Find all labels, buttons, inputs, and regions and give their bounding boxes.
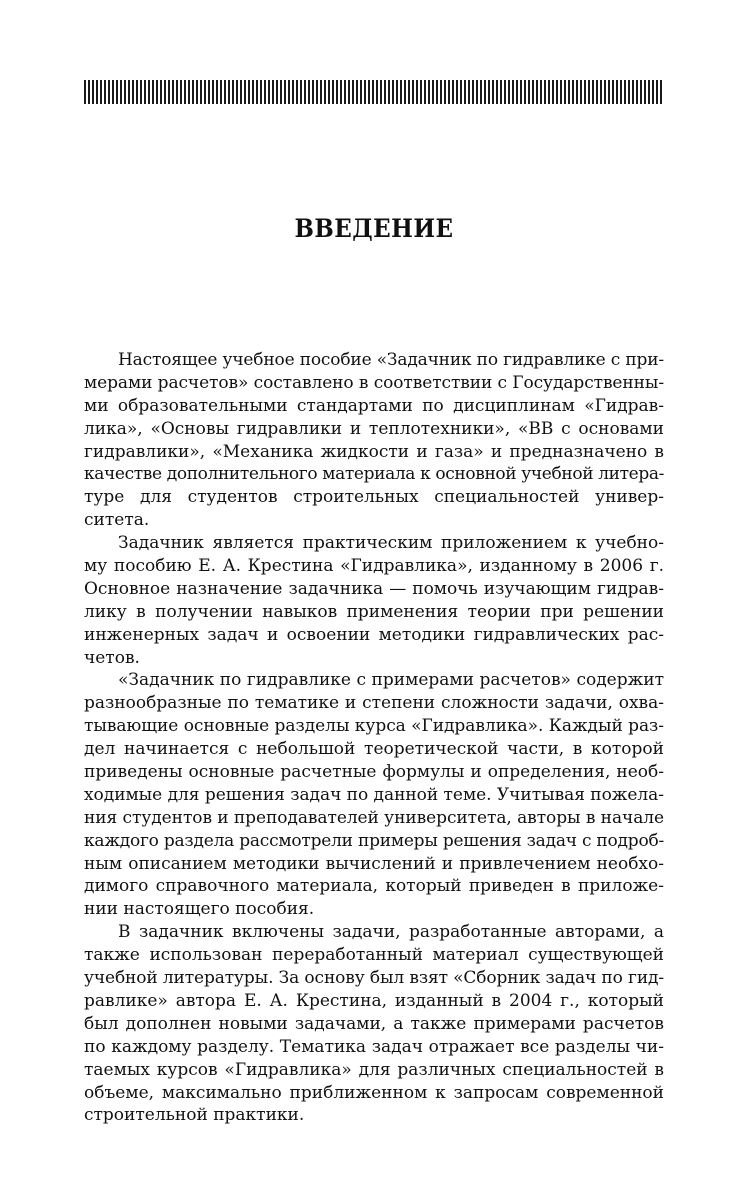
paragraph-line: равлике» автора Е. А. Крестина, изданный в 2004 г., который (84, 990, 664, 1011)
paragraph-line: В задачник включены задачи, разработанные авторами, а (118, 922, 664, 943)
header-ornament (84, 80, 664, 104)
paragraph (84, 921, 664, 1127)
paragraph (84, 349, 664, 532)
paragraph-line: был дополнен новыми задачами, а также примерами расчетов (84, 1013, 664, 1034)
paragraph-line: приведены основные расчетные формулы и определения, необ- (84, 762, 664, 783)
paragraph-line: гидравлики», «Механика жидкости и газа» и предназначено в (84, 441, 664, 462)
page-title: ВВЕДЕНИЕ (294, 214, 454, 243)
paragraph-line: тывающие основные разделы курса «Гидравлика». Каждый раз- (84, 716, 664, 737)
paragraph-line: по каждому разделу. Тематика задач отражает все разделы чи- (84, 1036, 664, 1057)
paragraph-line: строительной практики. (84, 1105, 305, 1126)
paragraph-line: объеме, максимально приближенном к запросам современной (84, 1082, 664, 1103)
paragraph-line: учебной литературы. За основу был взят «Сборник задач по гид- (84, 968, 664, 989)
paragraph (84, 669, 664, 921)
paragraph-line: Основное назначение задачника — помочь изучающим гидрав- (84, 578, 664, 599)
paragraph-line: туре для студентов строительных специальностей универ- (84, 487, 664, 508)
paragraph-line: «Задачник по гидравлике с примерами расчетов» содержит (118, 670, 664, 691)
paragraph-line: ситета. (84, 510, 150, 531)
paragraph-line: лика», «Основы гидравлики и теплотехники», «ВВ с основами (84, 418, 664, 439)
paragraph-line: инженерных задач и освоении методики гидравлических рас- (84, 624, 664, 645)
paragraph-line: дел начинается с небольшой теоретической части, в которой (84, 739, 664, 760)
body-text (84, 349, 664, 1127)
paragraph-line: нии настоящего пособия. (84, 899, 315, 920)
paragraph-line: димого справочного материала, который приведен в приложе- (84, 876, 664, 897)
paragraph (84, 532, 664, 669)
paragraph-line: лику в получении навыков применения теории при решении (84, 601, 664, 622)
paragraph-line: Задачник является практическим приложением к учебно- (118, 533, 664, 554)
paragraph-line: ходимые для решения задач по данной теме. Учитывая пожела- (84, 784, 664, 805)
paragraph-line: ным описанием методики вычислений и привлечением необхо- (84, 853, 664, 874)
paragraph-line: Настоящее учебное пособие «Задачник по гидравлике с при- (118, 350, 664, 370)
paragraph-line: му пособию Е. А. Крестина «Гидравлика», изданному в 2006 г. (84, 556, 664, 577)
paragraph-line: также использован переработанный материал существующей (84, 945, 664, 966)
paragraph-line: ния студентов и преподавателей университета, авторы в начале (84, 807, 664, 828)
paragraph-line: качестве дополнительного материала к основной учебной литера- (84, 464, 664, 485)
paragraph-line: таемых курсов «Гидравлика» для различных специальностей в (84, 1059, 664, 1080)
paragraph-line: ми образовательными стандартами по дисциплинам «Гидрав- (84, 395, 664, 416)
paragraph-line: мерами расчетов» составлено в соответствии с Государственны- (84, 372, 664, 393)
paragraph-line: четов. (84, 647, 140, 668)
paragraph-line: каждого раздела рассмотрели примеры решения задач с подроб- (84, 830, 664, 851)
paragraph-line: разнообразные по тематике и степени сложности задачи, охва- (84, 693, 664, 714)
